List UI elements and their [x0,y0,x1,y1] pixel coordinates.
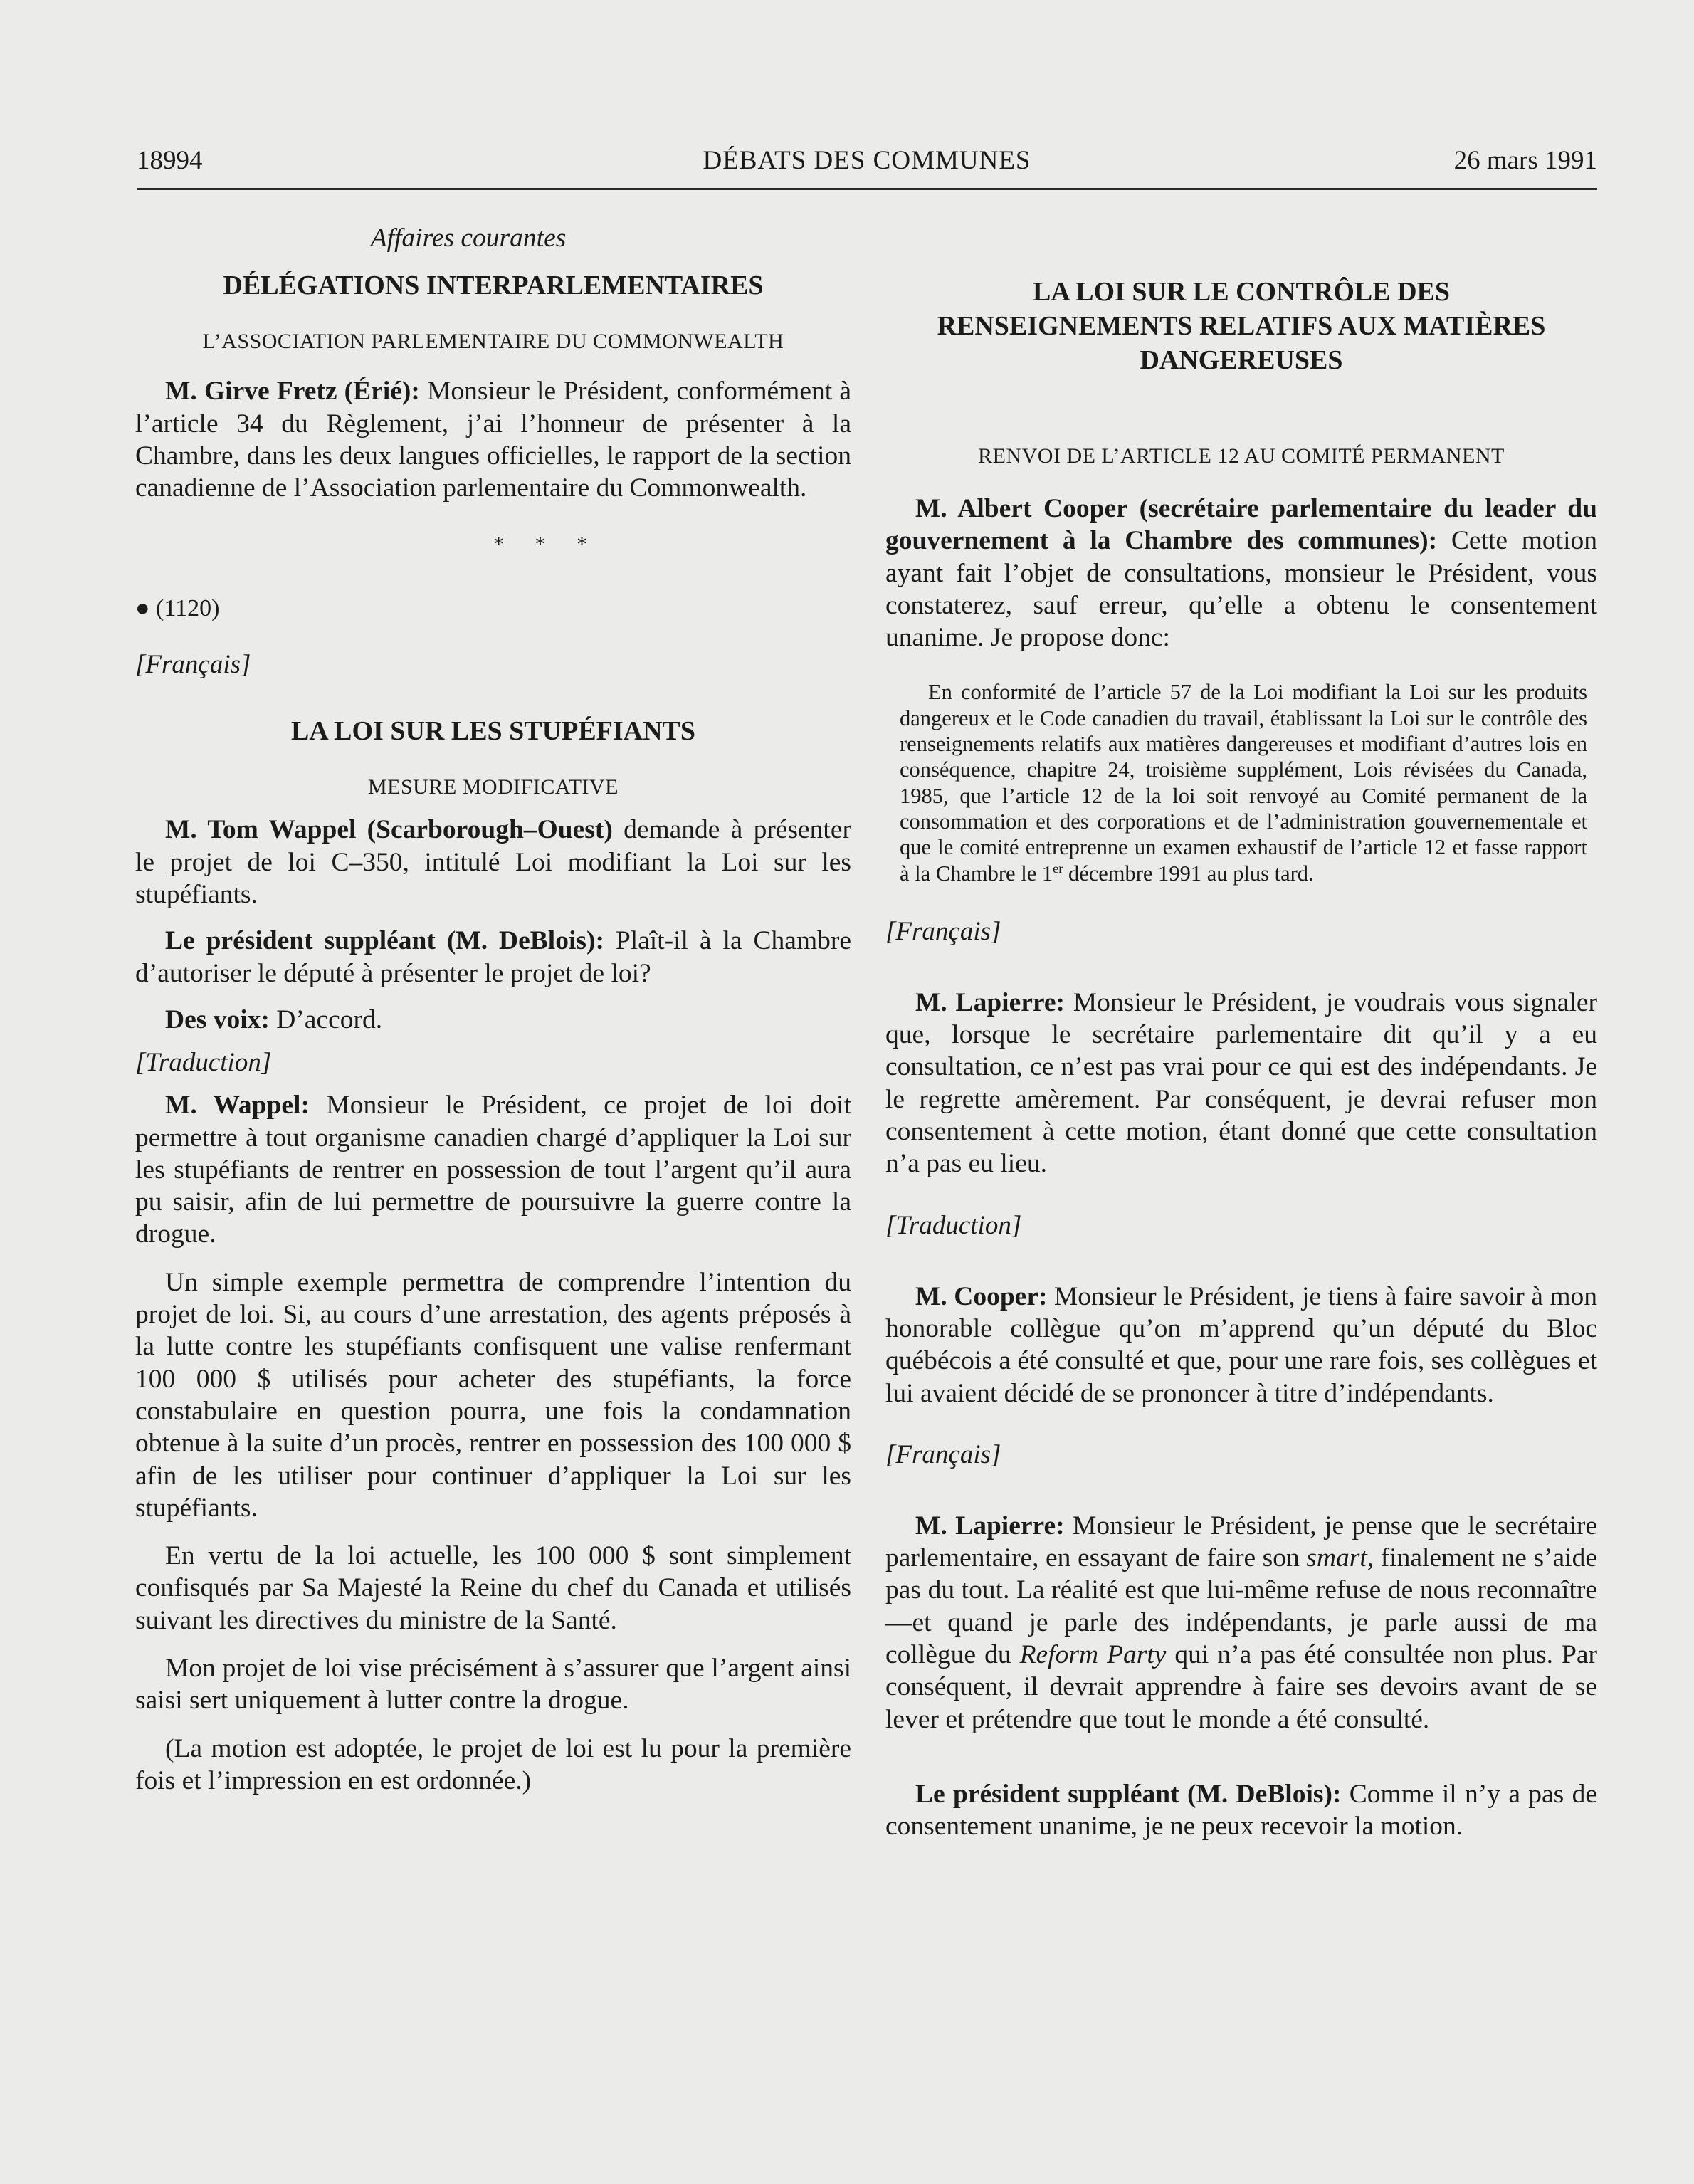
speaker-lapierre: M. Lapierre: [915,1511,1065,1540]
rubric: Affaires courantes [370,224,567,253]
speech-cooper-2 [885,1281,1597,1409]
speaker-voices: Des voix: [165,1004,270,1034]
speech-fretz [135,375,851,504]
section-title-delegations: DÉLÉGATIONS INTERPARLEMENTAIRES [223,271,764,301]
section-title-line: RENSEIGNEMENTS RELATIFS AUX MATIÈRES [937,311,1546,341]
speech-text: Monsieur le Président, je pense que le secrétaire parlementaire, en essayant de faire son [885,1511,1597,1573]
page-date: 26 mars 1991 [1453,146,1597,175]
right-column [885,214,1597,1843]
speaker-fretz: M. Girve Fretz (Érié): [165,377,420,406]
publication-title: DÉBATS DES COMMUNES [703,146,1031,175]
speech-deblois [135,925,851,989]
speaker-cooper: M. Albert Cooper (secrétaire parlementaire du leader du gouvernement à la Chambre des communes): [885,494,1597,556]
section-subtitle-renvoi: RENVOI DE L’ARTICLE 12 AU COMITÉ PERMANENT [978,444,1505,468]
speaker-wappel: M. Tom Wappel (Scarborough–Ouest) [165,815,613,845]
speaker-wappel: M. Wappel: [165,1091,310,1120]
language-marker: [Français] [885,916,1001,946]
speech-lapierre-1 [885,987,1597,1180]
speech-wappel-intro [135,814,851,910]
motion-text [900,679,1587,886]
speech-text: Monsieur le Président, je tiens à faire savoir à mon honorable collègue qu’on m’apprend qu’un député du Bloc québécois a été consulté et que, pour une rare fois, ses collègues et lui avaient décidé de se prononcer à titre d’indépendants. [885,1281,1597,1408]
speaker-deblois: Le président suppléant (M. DeBlois): [165,926,604,956]
paragraph-example: Un simple exemple permettra de comprendre l’intention du projet de loi. Si, au cours d’une arrestation, des agents préposés à la lutte contre les stupéfiants confisquent une valise renfermant 100 000 $ utilisés pour acheter des stupéfiants, la force constabulaire en question pourra, une fois la condamnation obtenue à la suite d’un procès, rentrer en possession des 100 000 $ afin de les utiliser pour continuer d’appliquer la Loi sur les stupéfiants. [135,1267,851,1523]
speaker-cooper: M. Cooper: [915,1281,1048,1311]
language-marker: [Traduction] [885,1210,1022,1240]
page-header [137,145,1597,190]
speech-text: Plaît-il à la Chambre d’autoriser le député à présenter le projet de loi? [135,926,851,988]
speech-text: Cette motion ayant fait l’objet de consultations, monsieur le Président, vous constaterez, sauf erreur, qu’elle a obtenu le consentement unanime. Je propose donc: [885,526,1597,653]
section-title-controle [885,275,1597,377]
language-marker: [Français] [885,1439,1001,1469]
language-marker: [Traduction] [135,1048,272,1078]
section-subtitle-mesure: MESURE MODIFICATIVE [367,775,619,799]
paragraph-current-law: En vertu de la loi actuelle, les 100 000 $ sont simplement confisqués par Sa Majesté la Reine du chef du Canada et utilisés suivant les directives du ministre de la Santé. [135,1541,851,1635]
speech-cooper [885,493,1597,653]
section-title-stupefiants: LA LOI SUR LES STUPÉFIANTS [290,716,696,747]
motion-superscript: er [1053,861,1063,876]
speech-deblois-2 [885,1778,1597,1843]
speech-voices [135,1004,851,1036]
section-title-line: LA LOI SUR LE CONTRÔLE DES [1033,277,1450,307]
speech-text: Monsieur le Président, ce projet de loi doit permettre à tout organisme canadien chargé d’appliquer la Loi sur les stupéfiants de rentrer en possession de tout l’argent qu’il aura pu saisir, afin de lui permettre de poursuivre la guerre contre la drogue. [135,1091,851,1249]
page-number: 18994 [137,146,203,175]
motion-text-b: décembre 1991 au plus tard. [1063,861,1314,886]
paragraph-purpose: Mon projet de loi vise précisément à s’assurer que l’argent ainsi saisi sert uniquement à lutter contre la drogue. [135,1654,851,1716]
section-separator: * * * [493,532,600,557]
speech-wappel [135,1089,851,1250]
speech-text: Monsieur le Président, conformément à l’article 34 du Règlement, j’ai l’honneur de présenter à la Chambre, dans les deux langues officielles, le rapport de la section canadienne de l’Association parlementaire du Commonwealth. [135,377,851,503]
speech-text: demande à présenter le projet de loi C–350, intitulé Loi modifiant la Loi sur les stupéfiants. [135,815,851,910]
speech-lapierre-2 [885,1510,1597,1736]
language-marker: [Français] [135,650,251,680]
speech-text: D’accord. [269,1004,383,1034]
speech-text: qui n’a pas été consultée non plus. Par conséquent, il devrait apprendre à faire ses devoirs avant de se lever et prétendre que tout le monde a été consulté. [885,1640,1597,1734]
timestamp: ● (1120) [135,595,220,622]
speaker-deblois: Le président suppléant (M. DeBlois): [915,1779,1342,1809]
motion-text-a: En conformité de l’article 57 de la Loi modifiant la Loi sur les produits dangereux et le Code canadien du travail, établissant la Loi sur le contrôle des renseignements relatifs aux matières dangereuses et modifiant d’autres lois en conséquence, chapitre 24, troisième supplément, Lois révisées du Canada, 1985, que l’article 12 de la loi soit renvoyé au Comité permanent de la consommation et des corporations et de l’administration gouvernementale et que le comité entreprenne un examen exhaustif de l’article 12 et fasse rapport à la Chambre le 1 [900,680,1587,886]
italic-reform-party: Reform Party [1019,1640,1167,1670]
section-title-line: DANGEREUSES [1140,345,1343,375]
section-subtitle-commonwealth: L’ASSOCIATION PARLEMENTAIRE DU COMMONWEALTH [202,330,784,354]
speech-text: Comme il n’y a pas de consentement unanime, je ne peux recevoir la motion. [885,1779,1597,1842]
italic-smart: smart [1306,1543,1367,1573]
speaker-lapierre: M. Lapierre: [915,987,1065,1017]
speech-text: Monsieur le Président, je voudrais vous signaler que, lorsque le secrétaire parlementaire dit qu’il y a eu consultation, ce n’est pas vrai pour ce qui est des indépendants. Je le regrette amèrement. Par conséquent, je devrai refuser mon consentement à cette motion, étant donné que cette consultation n’a pas eu lieu. [885,987,1597,1179]
speech-text: , finalement ne s’aide pas du tout. La réalité est que lui-même refuse de nous reconnaître—et quand je parle des indépendants, je parle aussi de ma collègue du [885,1543,1598,1670]
paragraph-motion-adopted: (La motion est adoptée, le projet de loi est lu pour la première fois et l’impression en est ordonnée.) [135,1733,851,1795]
timestamp-text: (1120) [156,595,220,622]
left-column [135,214,851,1797]
